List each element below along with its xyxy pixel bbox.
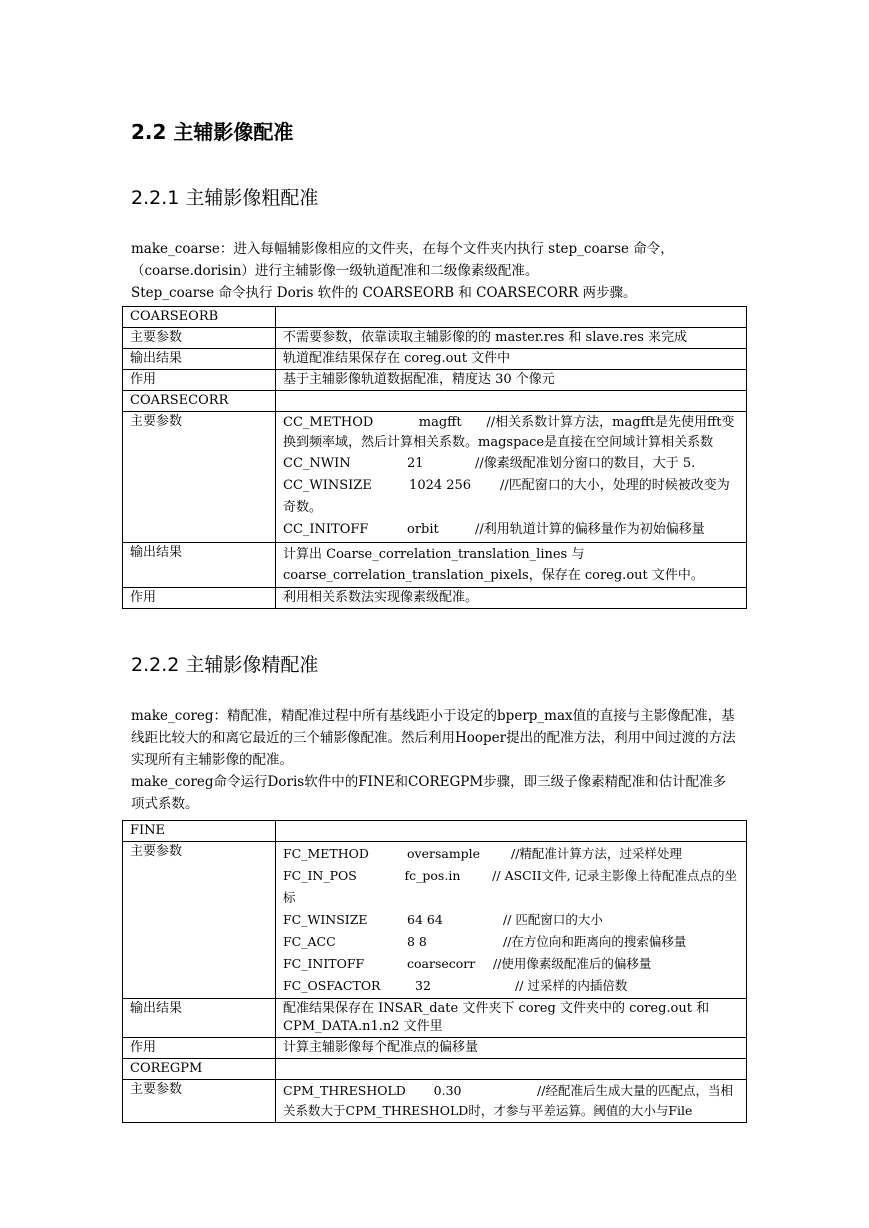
cell-value: 不需要参数，依靠读取主辅影像的的 master.res 和 slave.res 来完成 xyxy=(276,328,747,349)
cell-label: 主要参数 xyxy=(123,412,276,543)
param-cc-nwin: CC_NWIN 21 //像素级配准划分窗口的数目，大于 5. xyxy=(283,456,696,471)
fine-description xyxy=(131,705,737,815)
coarse-para-2: Step_coarse 命令执行 Doris 软件的 COARSEORB 和 COARSECORR 两步骤。 xyxy=(131,285,637,301)
cell-value: 配准结果保存在 INSAR_date 文件夹下 coreg 文件夹中的 coreg.out 和 CPM_DATA.n1.n2 文件里 xyxy=(276,999,747,1038)
param-fc-initoff: FC_INITOFF coarsecorr //使用像素级配准后的偏移量 xyxy=(283,956,652,971)
param-fc-osfactor: FC_OSFACTOR 32 // 过采样的内插倍数 xyxy=(283,978,628,993)
cell-coregpm: COREGPM xyxy=(123,1059,276,1080)
param-fc-winsize: FC_WINSIZE 64 64 // 匹配窗口的大小 xyxy=(283,912,603,927)
cell-value: 计算出 Coarse_correlation_translation_lines 与 coarse_correlation_translation_pixels，保存在 coreg.out 文件中。 xyxy=(276,543,747,588)
cell-value: 计算主辅影像每个配准点的偏移量 xyxy=(276,1038,747,1059)
cell-value: 基于主辅影像轨道数据配准，精度达 30 个像元 xyxy=(276,370,747,391)
coarse-para-1: make_coarse：进入每幅辅影像相应的文件夹，在每个文件夹内执行 step_coarse 命令，（coarse.dorisin）进行主辅影像一级轨道配准和二级像素级配准。 xyxy=(131,241,674,279)
param-fc-acc: FC_ACC 8 8 //在方位向和距离向的搜索偏移量 xyxy=(283,934,687,949)
cell-label: 主要参数 xyxy=(123,1080,276,1123)
subsection-heading-fine: 2.2.2 主辅影像精配准 xyxy=(131,654,319,676)
cell-value: 利用相关系数法实现像素级配准。 xyxy=(276,588,747,609)
section-heading: 2.2 主辅影像配准 xyxy=(131,120,294,144)
param-cpm-threshold: CPM_THRESHOLD 0.30 //经配准后生成大量的匹配点，当相关系数大于CPM_THRESHOLD时，才参与平差运算。阈值的大小与File xyxy=(283,1083,733,1118)
fine-para-1: make_coreg：精配准，精配准过程中所有基线距小于设定的bperp_max值的直接与主影像配准，基线距比较大的和离它最近的三个辅影像配准。然后利用Hooper提出的配准方法，利用中间过渡的方法实现所有主辅影像的配准。 xyxy=(131,708,736,768)
param-cc-method: CC_METHOD magfft //相关系数计算方法，magfft是先使用fft变换到频率域，然后计算相关系数。magspace是直接在空间域计算相关系数 xyxy=(283,415,735,450)
cc-params xyxy=(276,412,747,543)
param-cc-initoff: CC_INITOFF orbit //利用轨道计算的偏移量作为初始偏移量 xyxy=(283,522,705,537)
cell-coarseorb: COARSEORB xyxy=(123,307,276,328)
param-fc-method: FC_METHOD oversample //精配准计算方法，过采样处理 xyxy=(283,846,682,861)
cell-label: 主要参数 xyxy=(123,328,276,349)
cell-fine: FINE xyxy=(123,821,276,842)
cell-label: 作用 xyxy=(123,588,276,609)
cell-label: 作用 xyxy=(123,1038,276,1059)
cell-value: 轨道配准结果保存在 coreg.out 文件中 xyxy=(276,349,747,370)
cell-label: 作用 xyxy=(123,370,276,391)
fine-para-2: make_coreg命令运行Doris软件中的FINE和COREGPM步骤，即三级子像素精配准和估计配准多项式系数。 xyxy=(131,774,727,812)
subsection-heading-coarse: 2.2.1 主辅影像粗配准 xyxy=(131,187,319,209)
cell-label: 输出结果 xyxy=(123,349,276,370)
param-fc-in-pos: FC_IN_POS fc_pos.in // ASCII文件, 记录主影像上待配准点点的坐标 xyxy=(283,868,738,905)
cell-coarsecorr: COARSECORR xyxy=(123,391,276,412)
fine-table xyxy=(122,820,747,1123)
cell-label: 输出结果 xyxy=(123,999,276,1038)
coarse-description xyxy=(131,238,737,304)
param-cc-winsize: CC_WINSIZE 1024 256 //匹配窗口的大小，处理的时候被改变为奇数。 xyxy=(283,478,730,515)
fc-params xyxy=(276,842,747,999)
cell-label: 主要参数 xyxy=(123,842,276,999)
coarse-table xyxy=(122,306,747,609)
cell-label: 输出结果 xyxy=(123,543,276,588)
cpm-params xyxy=(276,1080,747,1123)
